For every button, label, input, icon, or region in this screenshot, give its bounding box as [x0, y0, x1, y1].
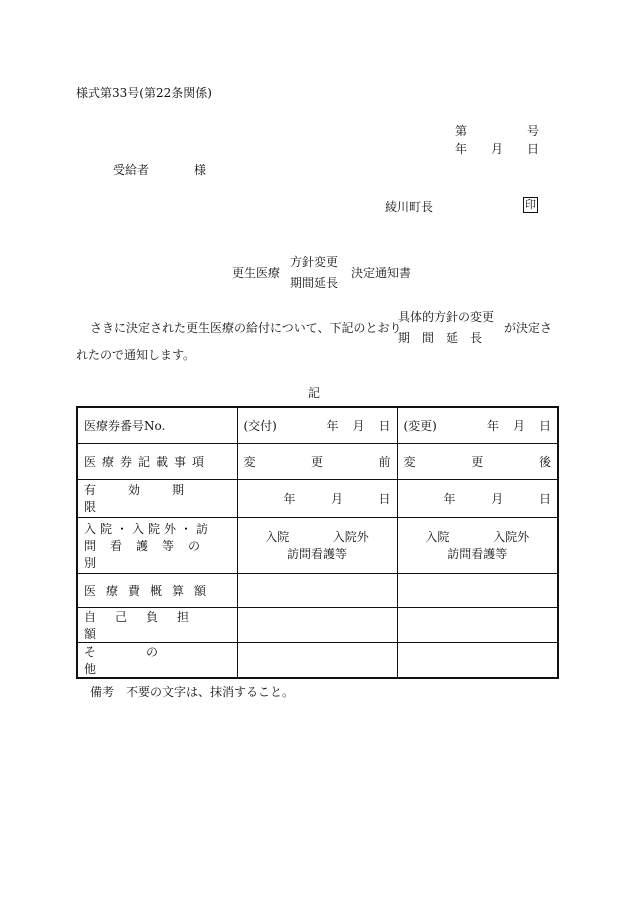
table-row: [77, 407, 558, 443]
table-row: [77, 517, 558, 573]
label-ticket-number: [77, 407, 237, 443]
label-ticket-items: 医療券記載事項: [77, 443, 237, 479]
title-left: 更生医療: [232, 266, 281, 280]
label-validity: 有効期限: [77, 479, 237, 517]
table-row: [77, 443, 558, 479]
label-estimated-cost: 医療費概算額: [77, 573, 237, 607]
body-option-specific: 具体的方針の変更: [398, 310, 495, 324]
doc-no-suffix: 号: [526, 124, 539, 138]
label-self-pay: 自己負担額: [77, 607, 237, 642]
recipient-honorific: 様: [194, 163, 207, 177]
date-day: 日: [526, 142, 539, 156]
doc-no-prefix: 第: [455, 124, 468, 138]
ki-heading: 記: [308, 386, 321, 400]
body-text-line2: れたので通知します。: [76, 348, 196, 362]
form-number: 様式第33号(第22条関係): [76, 86, 212, 100]
title-option-policy-change: 方針変更: [290, 255, 339, 269]
cell-care-type-right: 入院 入院外 訪問看護等: [397, 517, 558, 573]
table-row: [77, 607, 558, 642]
date-month: 月: [490, 142, 503, 156]
seal-mark: 印: [525, 198, 536, 211]
body-text-pre: さきに決定された更生医療の給付について、下記のとおり: [90, 321, 402, 335]
cell-issue-date: (交付) 年 月 日: [237, 407, 397, 443]
cell-self-pay-right: [397, 607, 558, 642]
change-tag: (変更): [403, 418, 437, 433]
cell-validity-right: 年 月 日: [397, 479, 558, 517]
label-care-type: 入院・入院外・訪 問看護等の別: [77, 517, 237, 573]
notification-table: [76, 406, 559, 679]
table-row: [77, 573, 558, 607]
label-other: その他: [77, 642, 237, 678]
date-year: 年: [455, 142, 468, 156]
label-ticket-number-text: 医療券番号No.: [84, 418, 166, 433]
cell-before-change: 変 更 前: [237, 443, 397, 479]
recipient-label: 受給者: [113, 163, 150, 177]
title-right: 決定通知書: [351, 266, 412, 280]
body-text-post: が決定さ: [504, 321, 553, 335]
cell-validity-left: 年 月 日: [237, 479, 397, 517]
cell-after-change: 変 更 後: [397, 443, 558, 479]
table-row: [77, 642, 558, 678]
cell-estimated-cost-left: [237, 573, 397, 607]
cell-care-type-left: 入院 入院外 訪問看護等: [237, 517, 397, 573]
cell-other-left: [237, 642, 397, 678]
issuer-name: 綾川町長: [385, 200, 434, 214]
document-number: [455, 122, 539, 139]
title-option-period-extension: 期間延長: [290, 276, 339, 290]
issue-tag: (交付): [243, 418, 277, 433]
cell-other-right: [397, 642, 558, 678]
cell-estimated-cost-right: [397, 573, 558, 607]
table-row: [77, 479, 558, 517]
remarks-note: 備考 不要の文字は、抹消すること。: [90, 685, 295, 699]
cell-self-pay-left: [237, 607, 397, 642]
cell-change-date: (変更) 年 月 日: [397, 407, 558, 443]
document-date: [455, 140, 539, 157]
body-option-period: 期 間 延 長: [398, 331, 483, 345]
